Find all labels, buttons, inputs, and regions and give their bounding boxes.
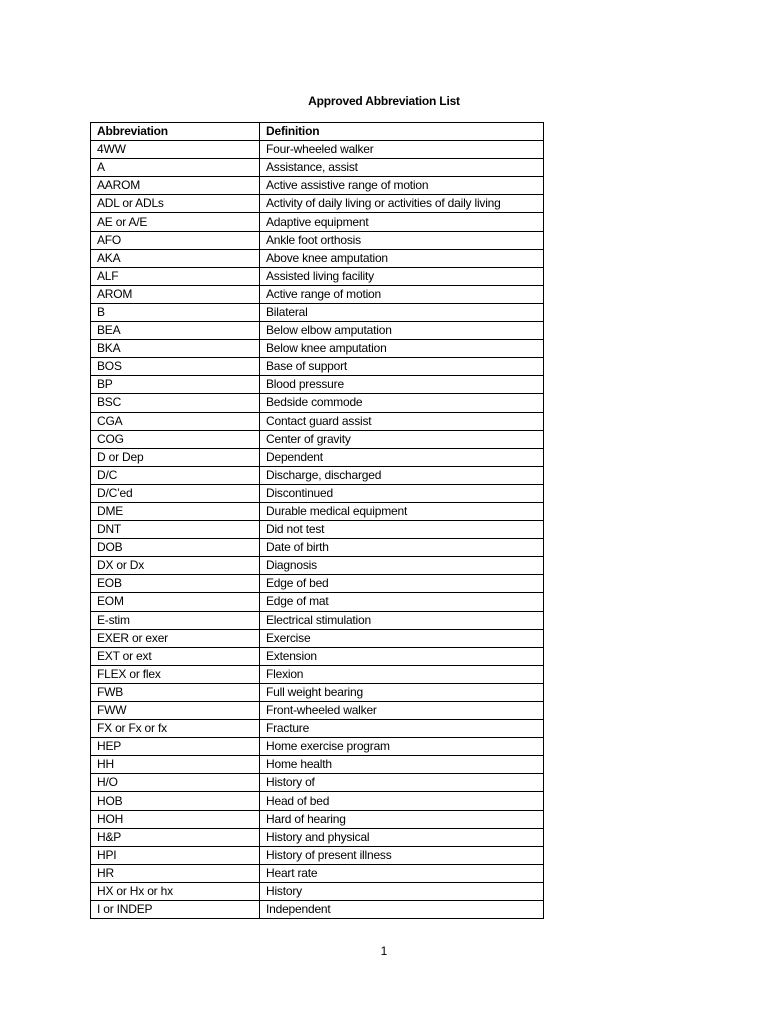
table-row: [91, 720, 544, 738]
definition-cell: Below knee amputation: [260, 340, 544, 358]
abbreviation-cell: DX or Dx: [91, 557, 260, 575]
table-row: [91, 702, 544, 720]
abbreviation-cell: AE or A/E: [91, 213, 260, 231]
definition-cell: Dependent: [260, 448, 544, 466]
table-row: [91, 665, 544, 683]
abbreviation-cell: DOB: [91, 539, 260, 557]
abbreviation-cell: D or Dep: [91, 448, 260, 466]
table-row: [91, 882, 544, 900]
definition-cell: Independent: [260, 901, 544, 919]
table-body: [91, 141, 544, 919]
abbreviation-cell: EOM: [91, 593, 260, 611]
table-row: [91, 141, 544, 159]
table-row: [91, 738, 544, 756]
table-row: [91, 430, 544, 448]
definition-cell: Edge of bed: [260, 575, 544, 593]
definition-cell: History: [260, 882, 544, 900]
abbreviation-cell: EXER or exer: [91, 629, 260, 647]
abbreviation-cell: AKA: [91, 249, 260, 267]
abbreviation-cell: H/O: [91, 774, 260, 792]
definition-cell: Front-wheeled walker: [260, 702, 544, 720]
abbreviation-cell: COG: [91, 430, 260, 448]
abbreviation-cell: H&P: [91, 828, 260, 846]
table-row: [91, 466, 544, 484]
abbreviation-cell: BOS: [91, 358, 260, 376]
abbreviation-cell: FWW: [91, 702, 260, 720]
table-row: [91, 683, 544, 701]
table-row: [91, 484, 544, 502]
abbreviation-cell: D/C’ed: [91, 484, 260, 502]
table-row: [91, 846, 544, 864]
abbreviation-cell: ADL or ADLs: [91, 195, 260, 213]
abbreviation-cell: HPI: [91, 846, 260, 864]
abbreviation-cell: AAROM: [91, 177, 260, 195]
definition-cell: Assisted living facility: [260, 267, 544, 285]
definition-cell: Fracture: [260, 720, 544, 738]
table-row: [91, 611, 544, 629]
definition-cell: History of present illness: [260, 846, 544, 864]
table-row: [91, 521, 544, 539]
definition-cell: Discharge, discharged: [260, 466, 544, 484]
abbreviation-cell: DNT: [91, 521, 260, 539]
table-row: [91, 629, 544, 647]
abbreviation-cell: A: [91, 159, 260, 177]
definition-cell: Below elbow amputation: [260, 322, 544, 340]
abbreviation-cell: I or INDEP: [91, 901, 260, 919]
table-row: [91, 412, 544, 430]
table-row: [91, 557, 544, 575]
abbreviation-cell: FLEX or flex: [91, 665, 260, 683]
abbreviation-cell: HR: [91, 864, 260, 882]
table-row: [91, 322, 544, 340]
definition-cell: History of: [260, 774, 544, 792]
page-number: 1: [380, 944, 388, 958]
definition-cell: Edge of mat: [260, 593, 544, 611]
definition-cell: Diagnosis: [260, 557, 544, 575]
table-row: [91, 394, 544, 412]
definition-cell: Assistance, assist: [260, 159, 544, 177]
definition-cell: Above knee amputation: [260, 249, 544, 267]
abbreviation-cell: HOB: [91, 792, 260, 810]
table-row: [91, 177, 544, 195]
table-row: [91, 774, 544, 792]
abbreviation-cell: AFO: [91, 231, 260, 249]
abbreviation-cell: E-stim: [91, 611, 260, 629]
definition-cell: Discontinued: [260, 484, 544, 502]
table-row: [91, 358, 544, 376]
definition-cell: Active range of motion: [260, 285, 544, 303]
table-row: [91, 575, 544, 593]
table-row: [91, 249, 544, 267]
table-row: [91, 647, 544, 665]
table-row: [91, 502, 544, 520]
definition-cell: Head of bed: [260, 792, 544, 810]
table-row: [91, 303, 544, 321]
abbreviation-cell: EOB: [91, 575, 260, 593]
table-row: [91, 267, 544, 285]
abbreviation-cell: BEA: [91, 322, 260, 340]
definition-cell: History and physical: [260, 828, 544, 846]
table-row: [91, 195, 544, 213]
abbreviation-cell: HOH: [91, 810, 260, 828]
abbreviation-cell: HX or Hx or hx: [91, 882, 260, 900]
definition-cell: Full weight bearing: [260, 683, 544, 701]
table-row: [91, 593, 544, 611]
abbreviation-cell: D/C: [91, 466, 260, 484]
definition-cell: Activity of daily living or activities of daily living: [260, 195, 544, 213]
abbreviation-cell: CGA: [91, 412, 260, 430]
abbreviation-cell: BSC: [91, 394, 260, 412]
table-row: [91, 213, 544, 231]
abbreviation-cell: HH: [91, 756, 260, 774]
abbreviation-cell: ALF: [91, 267, 260, 285]
definition-cell: Flexion: [260, 665, 544, 683]
definition-cell: Adaptive equipment: [260, 213, 544, 231]
definition-cell: Durable medical equipment: [260, 502, 544, 520]
definition-cell: Home health: [260, 756, 544, 774]
definition-cell: Bedside commode: [260, 394, 544, 412]
table-row: [91, 159, 544, 177]
header-definition: Definition: [260, 123, 544, 141]
definition-cell: Four-wheeled walker: [260, 141, 544, 159]
table-row: [91, 285, 544, 303]
abbreviation-cell: B: [91, 303, 260, 321]
definition-cell: Exercise: [260, 629, 544, 647]
abbreviation-cell: FX or Fx or fx: [91, 720, 260, 738]
table-row: [91, 340, 544, 358]
abbreviation-cell: FWB: [91, 683, 260, 701]
definition-cell: Center of gravity: [260, 430, 544, 448]
definition-cell: Extension: [260, 647, 544, 665]
definition-cell: Blood pressure: [260, 376, 544, 394]
abbreviation-cell: BKA: [91, 340, 260, 358]
table-header-row: [91, 123, 544, 141]
definition-cell: Bilateral: [260, 303, 544, 321]
table-row: [91, 792, 544, 810]
abbreviation-cell: AROM: [91, 285, 260, 303]
abbreviation-cell: BP: [91, 376, 260, 394]
page-title: Approved Abbreviation List: [308, 94, 460, 108]
definition-cell: Ankle foot orthosis: [260, 231, 544, 249]
table-row: [91, 231, 544, 249]
table-row: [91, 376, 544, 394]
table-row: [91, 756, 544, 774]
definition-cell: Contact guard assist: [260, 412, 544, 430]
table-row: [91, 810, 544, 828]
definition-cell: Date of birth: [260, 539, 544, 557]
definition-cell: Base of support: [260, 358, 544, 376]
table-row: [91, 828, 544, 846]
abbreviation-table: [90, 122, 544, 919]
definition-cell: Heart rate: [260, 864, 544, 882]
header-abbreviation: Abbreviation: [91, 123, 260, 141]
table-row: [91, 901, 544, 919]
definition-cell: Hard of hearing: [260, 810, 544, 828]
abbreviation-cell: HEP: [91, 738, 260, 756]
abbreviation-cell: 4WW: [91, 141, 260, 159]
definition-cell: Active assistive range of motion: [260, 177, 544, 195]
table-row: [91, 448, 544, 466]
definition-cell: Electrical stimulation: [260, 611, 544, 629]
table-row: [91, 539, 544, 557]
abbreviation-cell: DME: [91, 502, 260, 520]
abbreviation-cell: EXT or ext: [91, 647, 260, 665]
definition-cell: Did not test: [260, 521, 544, 539]
table-row: [91, 864, 544, 882]
definition-cell: Home exercise program: [260, 738, 544, 756]
